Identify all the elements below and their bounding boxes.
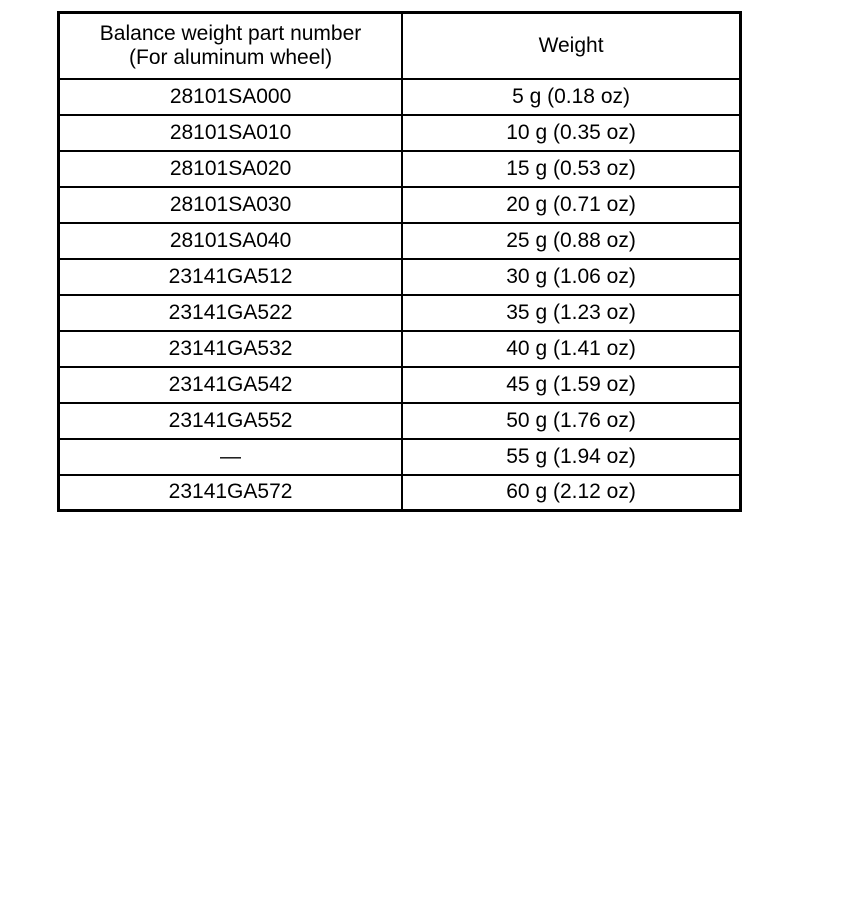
weight-cell: 15 g (0.53 oz) <box>402 151 740 187</box>
balance-weight-table <box>57 11 742 512</box>
part-number-cell: 28101SA030 <box>59 187 403 223</box>
part-number-cell: 23141GA522 <box>59 295 403 331</box>
part-number-cell: 28101SA040 <box>59 223 403 259</box>
table-row <box>59 259 741 295</box>
part-number-cell: 23141GA512 <box>59 259 403 295</box>
part-number-header-line2: (For aluminum wheel) <box>129 45 333 69</box>
table-row <box>59 367 741 403</box>
weight-cell: 20 g (0.71 oz) <box>402 187 740 223</box>
table-row <box>59 295 741 331</box>
weight-cell: 10 g (0.35 oz) <box>402 115 740 151</box>
table-row <box>59 223 741 259</box>
part-number-cell: 23141GA572 <box>59 475 403 511</box>
weight-cell: 35 g (1.23 oz) <box>402 295 740 331</box>
part-number-header-line1: Balance weight part number <box>99 21 362 45</box>
table-row <box>59 187 741 223</box>
weight-cell: 25 g (0.88 oz) <box>402 223 740 259</box>
table-row <box>59 115 741 151</box>
table-row <box>59 403 741 439</box>
weight-cell: 55 g (1.94 oz) <box>402 439 740 475</box>
weight-cell: 60 g (2.12 oz) <box>402 475 740 511</box>
table-header-row <box>59 13 741 79</box>
weight-cell: 50 g (1.76 oz) <box>402 403 740 439</box>
table-row <box>59 475 741 511</box>
part-number-cell: 28101SA020 <box>59 151 403 187</box>
part-number-cell: 28101SA000 <box>59 79 403 115</box>
part-number-cell: 23141GA542 <box>59 367 403 403</box>
part-number-cell: — <box>59 439 403 475</box>
weight-cell: 30 g (1.06 oz) <box>402 259 740 295</box>
part-number-cell: 23141GA552 <box>59 403 403 439</box>
part-number-header <box>59 13 403 79</box>
weight-cell: 45 g (1.59 oz) <box>402 367 740 403</box>
table-row <box>59 439 741 475</box>
part-number-cell: 28101SA010 <box>59 115 403 151</box>
table-row <box>59 79 741 115</box>
weight-header: Weight <box>402 13 740 79</box>
weight-cell: 5 g (0.18 oz) <box>402 79 740 115</box>
table-row <box>59 331 741 367</box>
weight-cell: 40 g (1.41 oz) <box>402 331 740 367</box>
part-number-cell: 23141GA532 <box>59 331 403 367</box>
table-row <box>59 151 741 187</box>
